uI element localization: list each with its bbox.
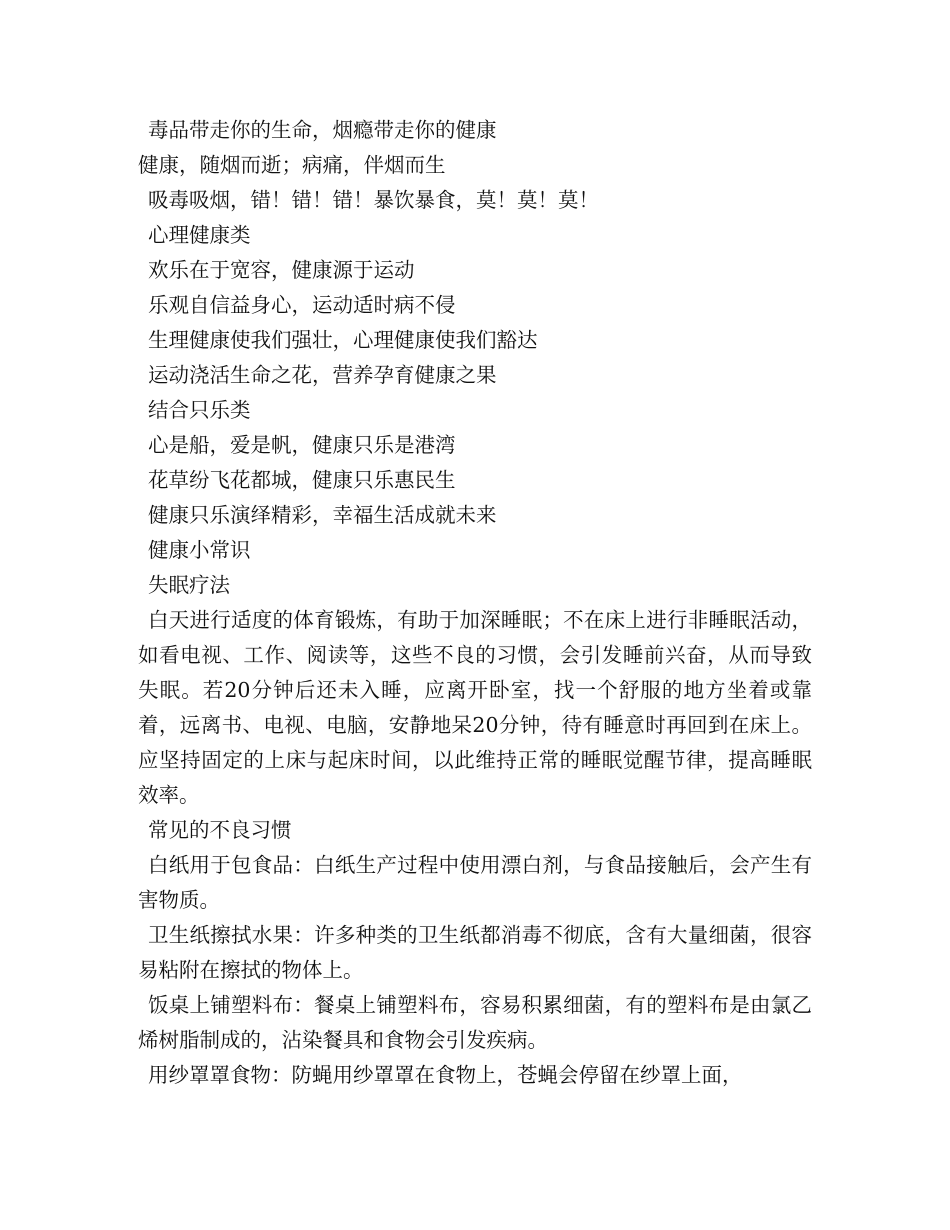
slogan-line: 毒品带走你的生命，烟瘾带走你的健康 — [148, 118, 497, 142]
section-heading: 常见的不良习惯 — [148, 818, 292, 842]
bad-habit-paragraph: 卫生纸擦拭水果：许多种类的卫生纸都消毒不彻底，含有大量细菌，很容易粘附在擦拭的物体上。 — [138, 923, 812, 982]
section-heading: 心理健康类 — [148, 223, 251, 247]
section-heading: 健康小常识 — [148, 538, 251, 562]
section-heading: 结合只乐类 — [148, 398, 251, 422]
slogan-line: 运动浇活生命之花，营养孕育健康之果 — [148, 363, 497, 387]
bad-habit-paragraph: 用纱罩罩食物：防蝇用纱罩罩在食物上，苍蝇会停留在纱罩上面， — [148, 1063, 743, 1087]
slogan-line: 花草纷飞花都城，健康只乐惠民生 — [148, 468, 456, 492]
slogan-line: 生理健康使我们强壮，心理健康使我们豁达 — [148, 328, 538, 352]
bad-habit-paragraph: 白纸用于包食品：白纸生产过程中使用漂白剂，与食品接触后，会产生有害物质。 — [138, 853, 812, 912]
slogan-line: 欢乐在于宽容，健康源于运动 — [148, 258, 415, 282]
insomnia-paragraph: 白天进行适度的体育锻炼，有助于加深睡眠；不在床上进行非睡眠活动，如看电视、工作、阅读等，这些不良的习惯，会引发睡前兴奋，从而导致失眠。若20分钟后还未入睡，应离开卧室，找一个舒服的地方坐着或靠着，远离书、电视、电脑，安静地呆20分钟，待有睡意时再回到在床上。应坚持固定的上床与起床时间，以此维持正常的睡眠觉醒节律，提高睡眠效率。 — [138, 608, 812, 807]
slogan-line: 乐观自信益身心，运动适时病不侵 — [148, 293, 456, 317]
bad-habit-paragraph: 饭桌上铺塑料布：餐桌上铺塑料布，容易积累细菌，有的塑料布是由氯乙烯树脂制成的，沾染餐具和食物会引发疾病。 — [138, 993, 812, 1052]
section-heading: 失眠疗法 — [148, 573, 230, 597]
slogan-line: 心是船，爱是帆，健康只乐是港湾 — [148, 433, 456, 457]
slogan-line: 吸毒吸烟，错！错！错！暴饮暴食，莫！莫！莫！ — [148, 188, 599, 212]
document-page — [138, 113, 812, 1093]
slogan-line: 健康只乐演绎精彩，幸福生活成就未来 — [148, 503, 497, 527]
slogan-line: 健康，随烟而逝；病痛，伴烟而生 — [138, 153, 446, 177]
